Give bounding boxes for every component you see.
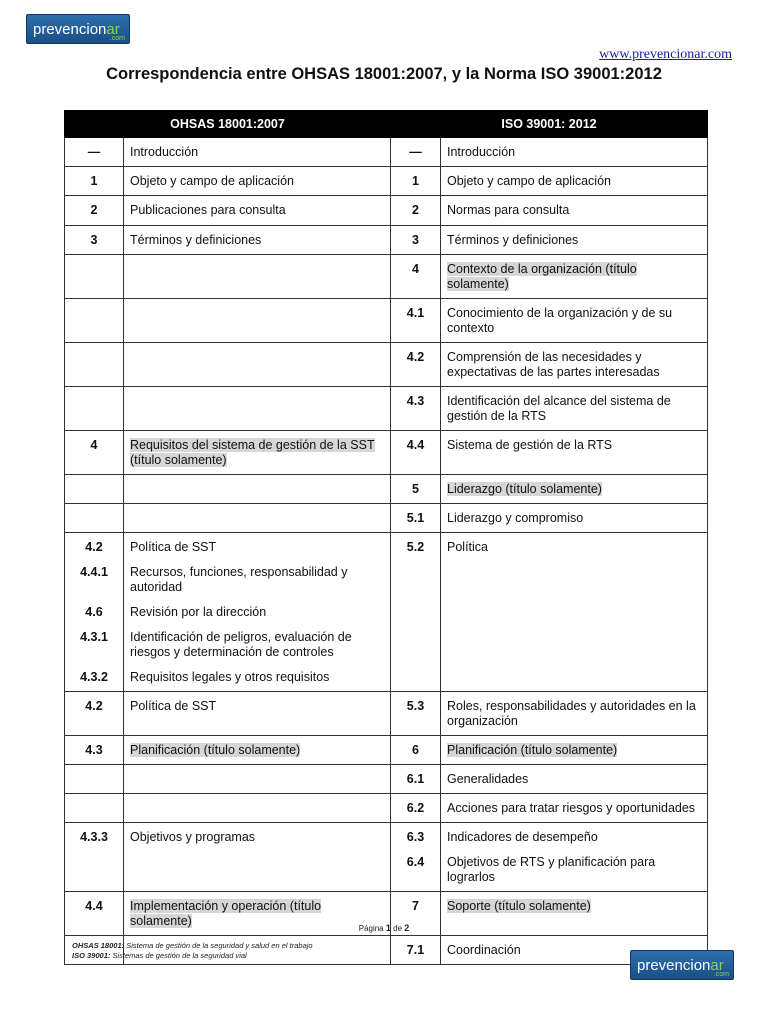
logo-suffix: .com: [109, 35, 125, 42]
table-row: [65, 475, 708, 504]
iso-clause-number: 4.2: [391, 343, 441, 387]
ohsas-clause-number: [65, 387, 124, 431]
page-total: 2: [404, 923, 410, 933]
iso-clause-title: Normas para consulta: [441, 196, 708, 226]
ohsas-clause-number: 4.4.1: [80, 565, 108, 579]
iso-clause-number: 4.1: [391, 299, 441, 343]
ohsas-clause-title: [124, 765, 391, 794]
table-row: [65, 765, 708, 794]
ohsas-clause-title: Introducción: [124, 138, 391, 167]
iso-clause-title: Política: [441, 533, 708, 692]
ohsas-clause-title: [124, 504, 391, 533]
iso-clause-number: 7.1: [391, 936, 441, 965]
table-row: [65, 299, 708, 343]
footnote-text: Sistemas de gestión de la seguridad vial: [112, 951, 247, 960]
ohsas-clause-title: [124, 431, 391, 475]
iso-clause-title: Coordinación: [441, 936, 708, 965]
ohsas-clause-title: [124, 255, 391, 299]
footnote-label: OHSAS 18001:: [72, 941, 125, 950]
iso-clause-titles: [441, 823, 708, 892]
ohsas-clause-number: [65, 343, 124, 387]
iso-clause-number: 3: [391, 226, 441, 255]
ohsas-clause-number: 1: [65, 167, 124, 196]
iso-clause-number: 6.2: [391, 794, 441, 823]
iso-clause-title: Roles, responsabilidades y autoridades en la organización: [441, 692, 708, 736]
ohsas-clause-title: Objetivos y programas: [124, 823, 391, 892]
logo-suffix: .com: [713, 971, 729, 978]
footnote-ohsas: [72, 941, 313, 951]
ohsas-clause-title: [124, 343, 391, 387]
ohsas-clause-number: [65, 765, 124, 794]
ohsas-clause-number: [65, 299, 124, 343]
header-iso: ISO 39001: 2012: [391, 111, 708, 138]
ohsas-clause-number: 4: [65, 431, 124, 475]
page-current: 1: [385, 923, 391, 933]
iso-clause-number: 1: [391, 167, 441, 196]
table-row: [65, 794, 708, 823]
ohsas-clause-number: 4.4: [65, 892, 124, 936]
iso-clause-number: 6.3: [406, 830, 425, 844]
page-title: Correspondencia entre OHSAS 18001:2007, y la Norma ISO 39001:2012: [106, 65, 662, 83]
table-row: [65, 823, 708, 892]
highlighted-title: Planificación (título solamente): [447, 743, 618, 757]
footnote-iso: [72, 951, 313, 961]
table-row: [65, 167, 708, 196]
page-sep: de: [393, 924, 403, 933]
prevencionar-logo: [26, 14, 130, 44]
iso-clause-number: 5.3: [391, 692, 441, 736]
table-row: [65, 504, 708, 533]
highlighted-title: Requisitos del sistema de gestión de la SST (título solamente): [130, 438, 375, 467]
iso-clause-number: 6: [391, 736, 441, 765]
table-row: [65, 138, 708, 167]
iso-clause-number: 2: [391, 196, 441, 226]
page-word: Página: [358, 924, 384, 933]
table-row: [65, 226, 708, 255]
iso-clause-numbers: [391, 823, 441, 892]
table-row: [65, 431, 708, 475]
iso-clause-title: Términos y definiciones: [441, 226, 708, 255]
ohsas-clause-number: 4.3.3: [65, 823, 124, 892]
ohsas-clause-number: —: [65, 138, 124, 167]
ohsas-clause-number: 4.3: [65, 736, 124, 765]
logo-main-text: prevencion: [33, 21, 107, 38]
ohsas-clause-number: 2: [65, 196, 124, 226]
iso-clause-title: Introducción: [441, 138, 708, 167]
iso-clause-number: 4.3: [391, 387, 441, 431]
ohsas-clause-title: Términos y definiciones: [124, 226, 391, 255]
ohsas-clause-title: [124, 387, 391, 431]
ohsas-clause-title: Requisitos legales y otros requisitos: [130, 670, 330, 684]
iso-clause-number: 6.4: [406, 855, 425, 869]
iso-clause-number: 5: [391, 475, 441, 504]
iso-clause-title: Indicadores de desempeño: [447, 830, 598, 844]
iso-clause-title: [441, 255, 708, 299]
logo-main-text: prevencion: [637, 957, 711, 974]
iso-clause-number: 4: [391, 255, 441, 299]
iso-clause-number: —: [391, 138, 441, 167]
header-ohsas: OHSAS 18001:2007: [65, 111, 391, 138]
highlighted-title: Planificación (título solamente): [130, 743, 301, 757]
page-number: [0, 923, 768, 933]
ohsas-clause-title: Recursos, funciones, responsabilidad y autoridad: [130, 565, 348, 594]
highlighted-title: Liderazgo (título solamente): [447, 482, 602, 496]
ohsas-clause-title: [124, 299, 391, 343]
table-row: [65, 736, 708, 765]
logo-accent-text: ar: [710, 957, 724, 974]
iso-clause-title: Objeto y campo de aplicación: [441, 167, 708, 196]
iso-clause-number: 5.1: [391, 504, 441, 533]
iso-clause-number: 5.2: [391, 533, 441, 692]
iso-clause-title: [441, 475, 708, 504]
ohsas-clause-numbers: [65, 533, 124, 692]
ohsas-clause-number: 4.2: [85, 540, 103, 554]
iso-clause-number: 6.1: [391, 765, 441, 794]
highlighted-title: Soporte (título solamente): [447, 899, 591, 913]
footnote-label: ISO 39001:: [72, 951, 111, 960]
ohsas-clause-number: 4.6: [85, 605, 103, 619]
logo-accent-text: ar: [106, 21, 120, 38]
ohsas-clause-title: Publicaciones para consulta: [124, 196, 391, 226]
ohsas-clause-title: Objeto y campo de aplicación: [124, 167, 391, 196]
iso-clause-title: Sistema de gestión de la RTS: [441, 431, 708, 475]
ohsas-clause-number: [65, 475, 124, 504]
iso-clause-number: 4.4: [391, 431, 441, 475]
ohsas-clause-title: [124, 736, 391, 765]
website-link[interactable]: www.prevencionar.com: [599, 47, 732, 62]
ohsas-clause-number: [65, 794, 124, 823]
ohsas-clause-number: 4.2: [65, 692, 124, 736]
ohsas-clause-number: [65, 504, 124, 533]
prevencionar-logo-footer: [630, 950, 734, 980]
table-row: [65, 196, 708, 226]
ohsas-clause-title: Revisión por la dirección: [130, 605, 267, 619]
ohsas-clause-title: Política de SST: [124, 692, 391, 736]
table-row: [65, 343, 708, 387]
iso-clause-title: Acciones para tratar riesgos y oportunidades: [441, 794, 708, 823]
ohsas-clause-title: [124, 794, 391, 823]
iso-clause-title: Objetivos de RTS y planificación para lograrlos: [447, 855, 656, 884]
correspondence-table: [64, 110, 708, 965]
footnote-text: Sistema de gestión de la seguridad y salud en el trabajo: [126, 941, 313, 950]
table-row: [65, 387, 708, 431]
highlighted-title: Contexto de la organización (título solamente): [447, 262, 637, 291]
iso-clause-title: Comprensión de las necesidades y expectativas de las partes interesadas: [441, 343, 708, 387]
ohsas-clause-title: [124, 475, 391, 504]
ohsas-clause-number: 4.3.2: [80, 670, 108, 684]
ohsas-clause-title: Identificación de peligros, evaluación de riesgos y determinación de controles: [130, 630, 352, 659]
iso-clause-title: Liderazgo y compromiso: [441, 504, 708, 533]
table-header-row: [65, 111, 708, 138]
iso-clause-title: Generalidades: [441, 765, 708, 794]
ohsas-clause-title: Política de SST: [130, 540, 217, 554]
iso-clause-title: Identificación del alcance del sistema de gestión de la RTS: [441, 387, 708, 431]
footnotes: [72, 941, 313, 961]
iso-clause-title: Conocimiento de la organización y de su contexto: [441, 299, 708, 343]
iso-clause-title: [441, 736, 708, 765]
ohsas-clause-titles: [124, 533, 391, 692]
ohsas-clause-number: [65, 255, 124, 299]
table-row: [65, 255, 708, 299]
ohsas-clause-number: 4.3.1: [80, 630, 108, 644]
ohsas-clause-number: 3: [65, 226, 124, 255]
highlighted-title: Implementación y operación (título solamente): [130, 899, 322, 928]
table-row: [65, 533, 708, 692]
table-row: [65, 692, 708, 736]
iso-clause-number: 7: [391, 892, 441, 936]
